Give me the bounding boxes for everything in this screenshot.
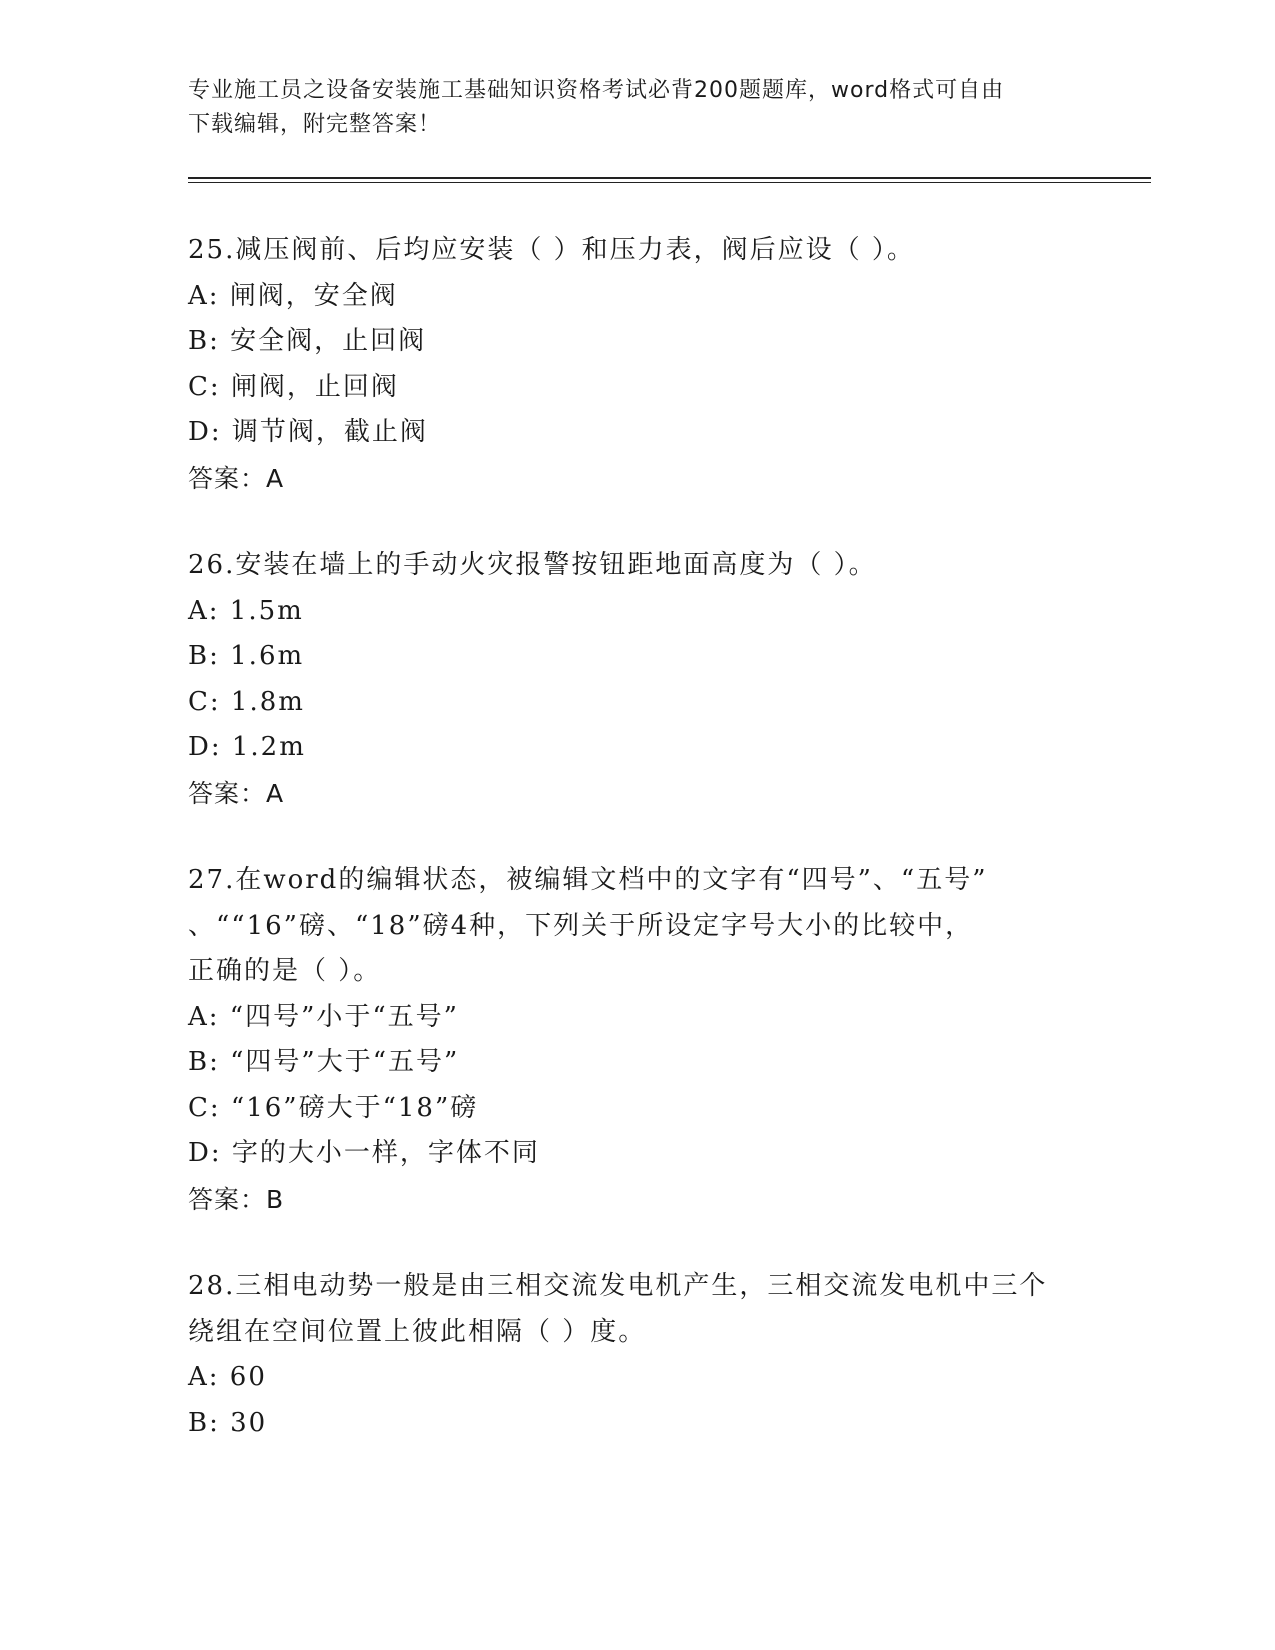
question-25 xyxy=(188,228,1108,501)
question-stem-line-2: 绕组在空间位置上彼此相隔（ ）度。 xyxy=(188,1316,647,1347)
option-d: D: 调节阀，截止阀 xyxy=(188,417,428,447)
option-c: C: 1.8m xyxy=(188,686,305,717)
question-stem-line-1: 28.三相电动势一般是由三相交流发电机产生，三相交流发电机中三个 xyxy=(188,1271,1048,1301)
question-26 xyxy=(188,543,1108,816)
option-b: B: 安全阀，止回阀 xyxy=(188,326,427,356)
header-line-1: 专业施工员之设备安装施工基础知识资格考试必背200题题库，word格式可自由 xyxy=(188,78,1005,103)
answer: 答案：A xyxy=(188,778,285,808)
option-b: B: 1.6m xyxy=(188,641,305,671)
option-d: D: 1.2m xyxy=(188,732,306,762)
option-a: A: 闸阀，安全阀 xyxy=(188,280,398,311)
header-divider-thick xyxy=(188,177,1151,179)
option-a: A: “四号”小于“五号” xyxy=(188,1001,459,1032)
option-a: A: 1.5m xyxy=(188,595,304,626)
question-stem: 25.减压阀前、后均应安装（ ）和压力表，阀后应设（ ）。 xyxy=(188,235,915,265)
option-a: A: 60 xyxy=(188,1362,267,1392)
question-stem-line-1: 27.在word的编辑状态，被编辑文档中的文字有“四号”、“五号” xyxy=(188,865,988,895)
question-28 xyxy=(188,1264,1108,1446)
answer: 答案：A xyxy=(188,463,285,493)
header-divider-thin xyxy=(188,182,1151,183)
option-d: D: 字的大小一样，字体不同 xyxy=(188,1138,540,1168)
option-b: B: “四号”大于“五号” xyxy=(188,1047,460,1077)
question-stem-line-2: 、““16”磅、“18”磅4种，下列关于所设定字号大小的比较中， xyxy=(188,910,974,941)
option-c: C: “16”磅大于“18”磅 xyxy=(188,1092,479,1123)
option-c: C: 闸阀，止回阀 xyxy=(188,371,399,402)
question-stem-line-3: 正确的是（ ）。 xyxy=(188,956,382,986)
document-header xyxy=(188,74,1088,142)
question-27 xyxy=(188,858,1108,1222)
header-line-2: 下载编辑，附完整答案！ xyxy=(188,112,442,137)
question-stem: 26.安装在墙上的手动火灾报警按钮距地面高度为（ ）。 xyxy=(188,550,877,580)
option-b: B: 30 xyxy=(188,1407,268,1438)
answer: 答案：B xyxy=(188,1184,285,1214)
